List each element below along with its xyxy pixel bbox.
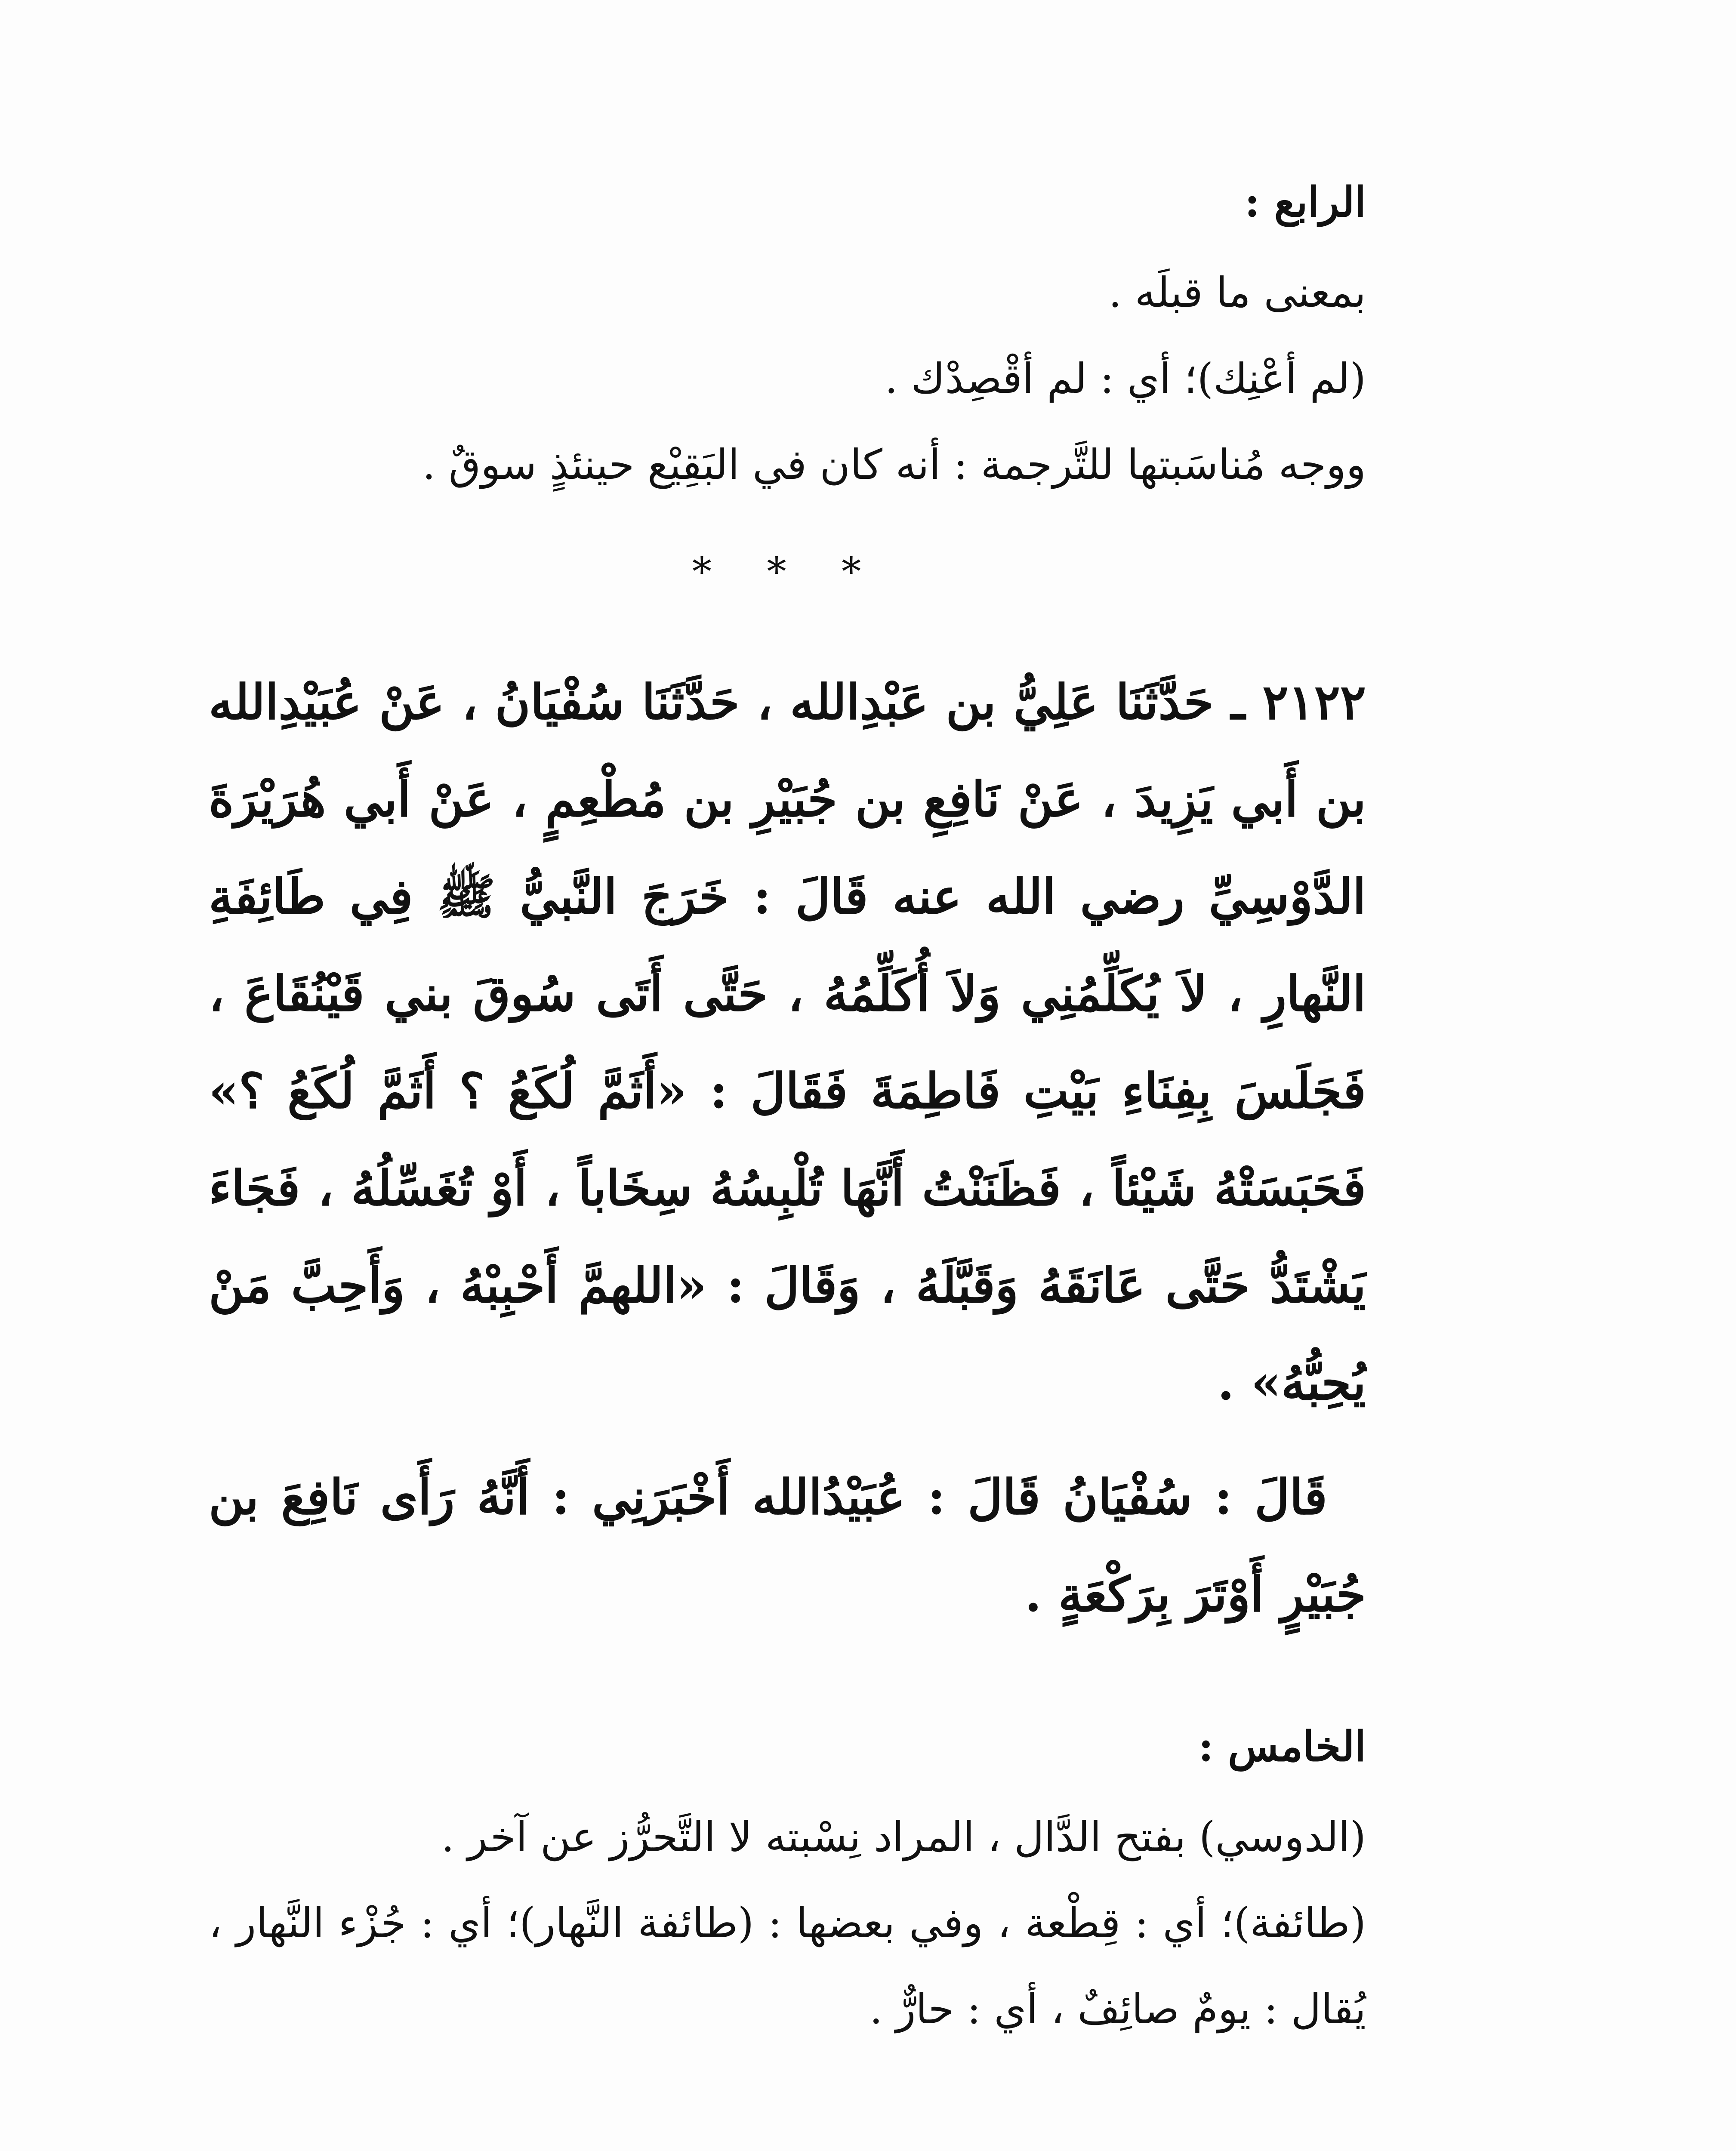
- commentary-line: (الدوسي) بفتح الدَّال ، المراد نِسْبته لا التَّحرُّز عن آخر .: [441, 1813, 1366, 1861]
- spacer: [209, 1652, 1366, 1716]
- page-content: [209, 172, 1366, 2061]
- commentary-line: ووجه مُناسَبتها للتَّرجمة : أنه كان في البَقِيْع حينئذٍ سوقٌ .: [422, 441, 1366, 489]
- hadith-text: ٢١٢٢ ـ حَدَّثَنَا عَلِيُّ بن عَبْدِالله ، حَدَّثَنَا سُفْيَانُ ، عَنْ عُبَيْدِالله بن أَبي يَزِيدَ ، عَنْ نَافِعِ بن جُبَيْرِ بن مُطْعِمٍ ، عَنْ أَبي هُرَيْرَةَ الدَّوْسِيِّ رضي الله عنه قَالَ : خَرَجَ النَّبيُّ ﷺ فِي طَائِفَةِ النَّهارِ ، لاَ يُكَلِّمُنِي وَلاَ أُكَلِّمُهُ ، حَتَّى أَتَى سُوقَ بني قَيْنُقَاعَ ، فَجَلَسَ بِفِنَاءِ بَيْتِ فَاطِمَةَ فَقَالَ : «أَثَمَّ لُكَعُ ؟ أَثَمَّ لُكَعُ ؟» فَحَبَسَتْهُ شَيْئاً ، فَظَنَنْتُ أَنَّهَا تُلْبِسُهُ سِخَاباً ، أَوْ تُغَسِّلُهُ ، فَجَاءَ يَشْتَدُّ حَتَّى عَانَقَهُ وَقَبَّلَهُ ، وَقَالَ : «اللهمَّ أَحْبِبْهُ ، وَأَحِبَّ مَنْ يُحِبُّهُ» .: [209, 674, 1366, 1411]
- section-heading-fourth: الرابع :: [1244, 178, 1366, 226]
- section-fourth: [209, 172, 1366, 508]
- section-heading-fifth: الخامس :: [1198, 1722, 1366, 1771]
- section-separator: * * *: [692, 549, 883, 595]
- hadith-note: قَالَ : سُفْيَانُ قَالَ : عُبَيْدُالله أَخْبَرَنِي : أَنَّهُ رَأَى نَافِعَ بن جُبَيْرٍ أَوْتَرَ بِرَكْعَةٍ .: [209, 1469, 1366, 1623]
- commentary-line: (لم أعْنِك)؛ أي : لم أقْصِدْك .: [885, 354, 1366, 403]
- hadith-block: [209, 654, 1366, 1643]
- commentary-line: (طائفة)؛ أي : قِطْعة ، وفي بعضها : (طائفة النَّهار)؛ أي : جُزْء النَّهار ، يُقال : يومٌ صائِفٌ ، أي : حارٌّ .: [209, 1899, 1366, 2033]
- commentary-line: بمعنى ما قبلَه .: [1108, 268, 1366, 317]
- section-fifth: [209, 1716, 1366, 2052]
